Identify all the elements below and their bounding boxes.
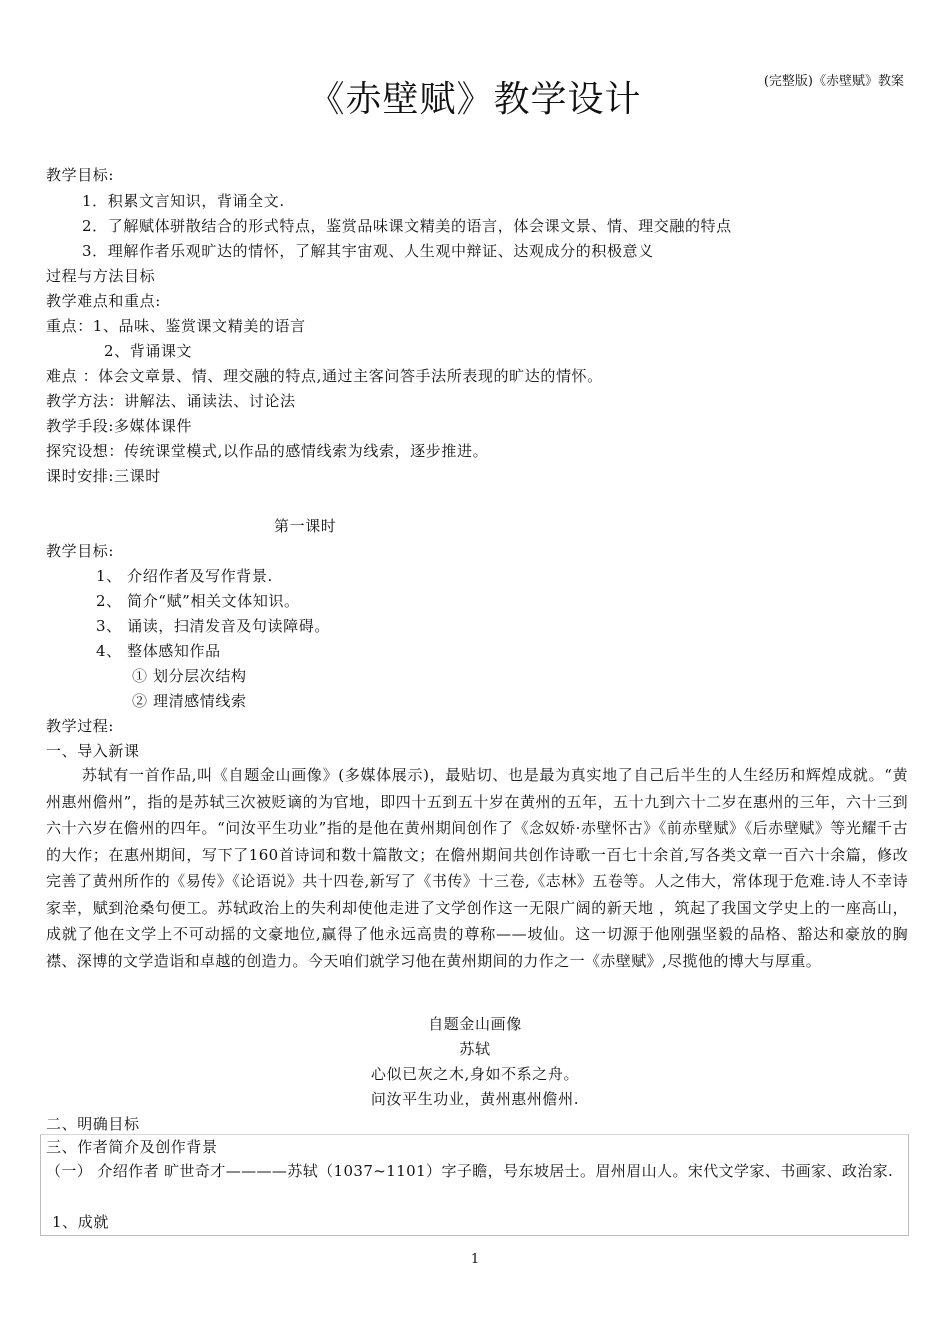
poem-title: 自题金山画像: [428, 1015, 522, 1033]
author-intro: （一） 介绍作者 旷世奇才————苏轼（1037~1101）字子瞻，号东坡居士。眉州眉山人。宋代文学家、书画家、政治家.: [46, 1162, 894, 1180]
lesson1-sub-item-2: ② 理清感情线索: [132, 692, 247, 710]
key-point-2: 2、背诵课文: [104, 342, 193, 360]
lesson1-objective-1: 1、 介绍作者及写作背景.: [96, 567, 273, 585]
achievement-heading: 1、成就: [52, 1213, 109, 1231]
section-heading-goals: 二、明确目标: [46, 1115, 140, 1133]
lesson1-objective-2: 2、 简介“赋”相关文体知识。: [96, 592, 300, 610]
teaching-methods: 教学方法：讲解法、诵读法、讨论法: [46, 392, 296, 410]
difficulty-text: 难点 ：体会文章景、情、理交融的特点,通过主客问答手法所表现的旷达的情怀。: [46, 367, 603, 385]
poem-line-1: 心似已灰之木,身如不系之舟。: [370, 1065, 580, 1083]
objective-item-3: 3．理解作者乐观旷达的情怀，了解其宇宙观、人生观中辩证、达观成分的积极意义: [82, 242, 654, 260]
page-number: 1: [470, 1252, 480, 1267]
process-method-heading: 过程与方法目标: [46, 267, 156, 285]
poem-author: 苏轼: [459, 1040, 491, 1058]
poem-line-2: 问汝平生功业，黄州惠州儋州.: [370, 1090, 580, 1108]
lesson1-objectives-label: 教学目标:: [46, 542, 115, 560]
objectives-label: 教学目标:: [46, 166, 115, 184]
exploration-assumption: 探究设想：传统课堂模式,以作品的感情线索为线索，逐步推进。: [46, 442, 489, 460]
lesson1-title: 第一课时: [274, 517, 337, 535]
lesson1-objective-3: 3、 诵读，扫清发音及句读障碍。: [96, 617, 330, 635]
teaching-means: 教学手段:多媒体课件: [46, 417, 193, 435]
page-title: 《赤壁赋》教学设计: [308, 79, 642, 120]
lesson1-sub-item-1: ① 划分层次结构: [132, 667, 247, 685]
difficulty-key-label: 教学难点和重点:: [46, 292, 161, 310]
process-label: 教学过程:: [46, 717, 115, 735]
header-note: (完整版)《赤壁赋》教案: [763, 74, 904, 89]
lesson1-objective-4: 4、 整体感知作品: [96, 642, 221, 660]
objective-item-1: 1．积累文言知识，背诵全文.: [82, 192, 285, 210]
class-schedule: 课时安排:三课时: [46, 467, 161, 485]
section-heading-intro: 一、导入新课: [46, 742, 140, 760]
section-heading-author: 三、作者简介及创作背景: [46, 1138, 218, 1156]
key-point-1: 重点：1、品味、鉴赏课文精美的语言: [46, 317, 306, 335]
objective-item-2: 2．了解赋体骈散结合的形式特点，鉴赏品味课文精美的语言，体会课文景、情、理交融的特点: [82, 217, 732, 235]
intro-paragraph: 苏轼有一首作品,叫《自题金山画像》(多媒体展示)，最贴切、也是最为真实地了自己后半生的人生经历和辉煌成就。“黄州惠州儋州”，指的是苏轼三次被贬谪的为官地，即四十五到五十岁在黄州的五年，五十九到六十二岁在惠州的三年，六十三到六十六岁在儋州的四年。“问汝平生功业”指的是他在黄州期间创作了《念奴娇·赤壁怀古》《前赤壁赋》《后赤壁赋》等光耀千古的大作；在惠州期间，写下了160首诗词和数十篇散文；在儋州期间共创作诗歌一百七十余首,写各类文章一百六十余篇，修改完善了黄州所作的《易传》《论语说》共十四卷,新写了《书传》十三卷,《志林》五卷等。人之伟大，常体现于危难.诗人不幸诗家幸，赋到沧桑句便工。苏轼政治上的失利却使他走进了文学创作这一无限广阔的新天地 ，筑起了我国文学史上的一座高山，成就了他在文学上不可动摇的文豪地位,赢得了他永远高贵的尊称——坡仙。这一切源于他刚强坚毅的品格、豁达和豪放的胸襟、深博的文学造诣和卓越的创造力。今天咱们就学习他在黄州期间的力作之一《赤壁赋》,尽揽他的博大与厚重。: [46, 766, 908, 970]
